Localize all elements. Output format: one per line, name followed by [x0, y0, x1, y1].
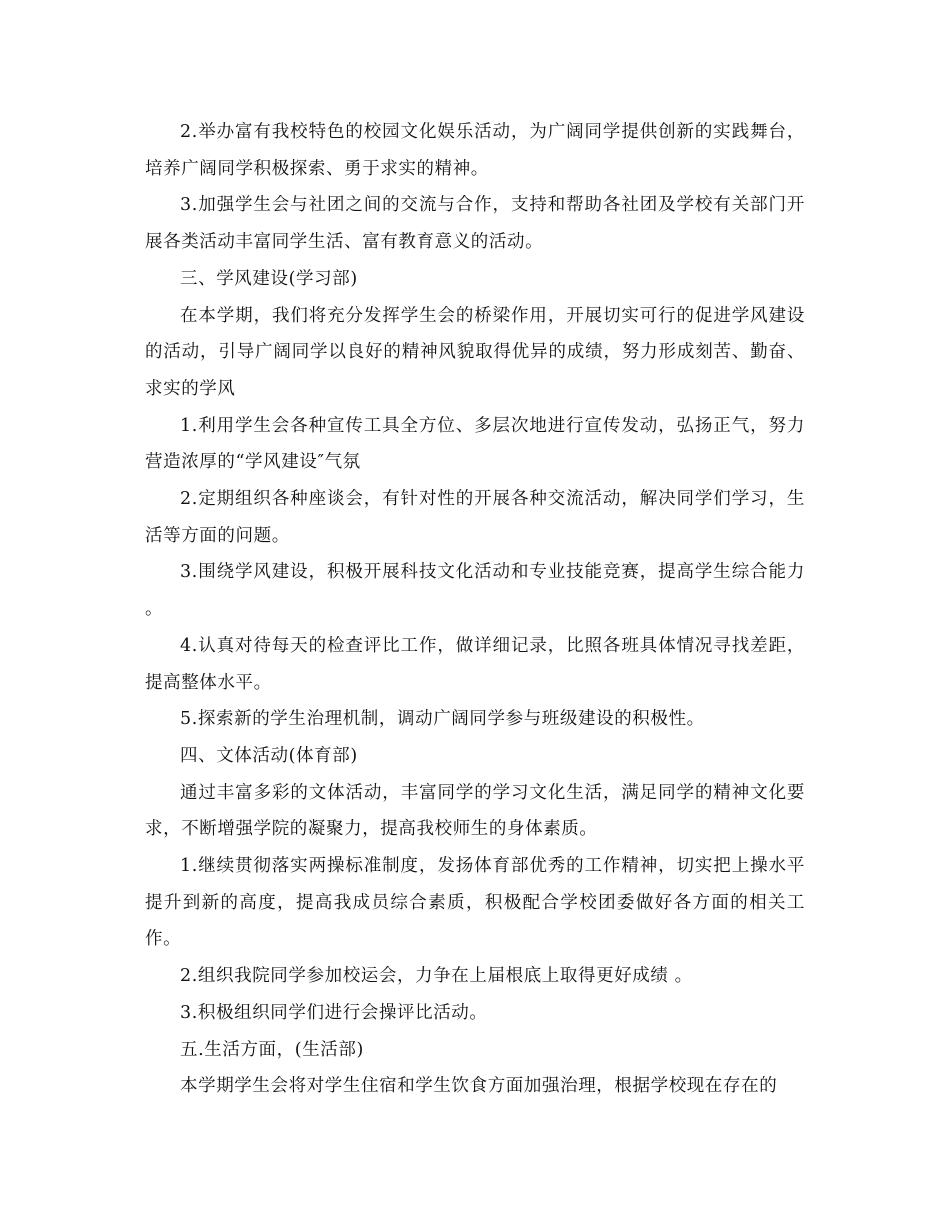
paragraph: 2.举办富有我校特色的校园文化娱乐活动，为广阔同学提供创新的实践舞台，培养广阔同学积极探索、勇于求实的精神。 [145, 122, 805, 179]
section-heading: 五.生活方面，(生活部) [180, 1039, 364, 1060]
paragraph: 5.探索新的学生治理机制，调动广阔同学参与班级建设的积极性。 [180, 709, 705, 730]
document-page [145, 114, 805, 1105]
paragraph: 2.定期组织各种座谈会，有针对性的开展各种交流活动，解决同学们学习，生活等方面的问题。 [145, 489, 805, 546]
paragraph: 通过丰富多彩的文体活动，丰富同学的学习文化生活，满足同学的精神文化要求，不断增强学院的凝聚力，提高我校师生的身体素质。 [145, 782, 805, 840]
section-heading: 四、文体活动(体育部) [180, 745, 358, 766]
paragraph: 1.利用学生会各种宣传工具全方位、多层次地进行宣传发动，弘扬正气，努力营造浓厚的“学风建设″气氛 [145, 415, 805, 473]
paragraph: 3.加强学生会与社团之间的交流与合作，支持和帮助各社团及学校有关部门开展各类活动丰富同学生活、富有教育意义的活动。 [145, 195, 805, 253]
paragraph: 3.积极组织同学们进行会操评比活动。 [180, 1002, 488, 1023]
paragraph: 1.继续贯彻落实两操标准制度，发扬体育部优秀的工作精神，切实把上操水平提升到新的高度，提高我成员综合素质，积极配合学校团委做好各方面的相关工作。 [145, 856, 805, 950]
paragraph: 3.围绕学风建设，积极开展科技文化活动和专业技能竞赛，提高学生综合能力 。 [145, 562, 805, 620]
section-heading: 三、学风建设(学习部) [180, 268, 358, 289]
paragraph: 4.认真对待每天的检查评比工作，做详细记录，比照各班具体情况寻找差距，提高整体水平。 [145, 635, 805, 693]
paragraph: 在本学期，我们将充分发挥学生会的桥梁作用，开展切实可行的促进学风建设的活动，引导广阔同学以良好的精神风貌取得优异的成绩，努力形成刻苦、勤奋、求实的学风 [145, 305, 805, 399]
paragraph: 本学期学生会将对学生住宿和学生饮食方面加强治理，根据学校现在存在的 [180, 1076, 778, 1097]
paragraph: 2.组织我院同学参加校运会，力争在上届根底上取得更好成绩 。 [180, 966, 693, 987]
